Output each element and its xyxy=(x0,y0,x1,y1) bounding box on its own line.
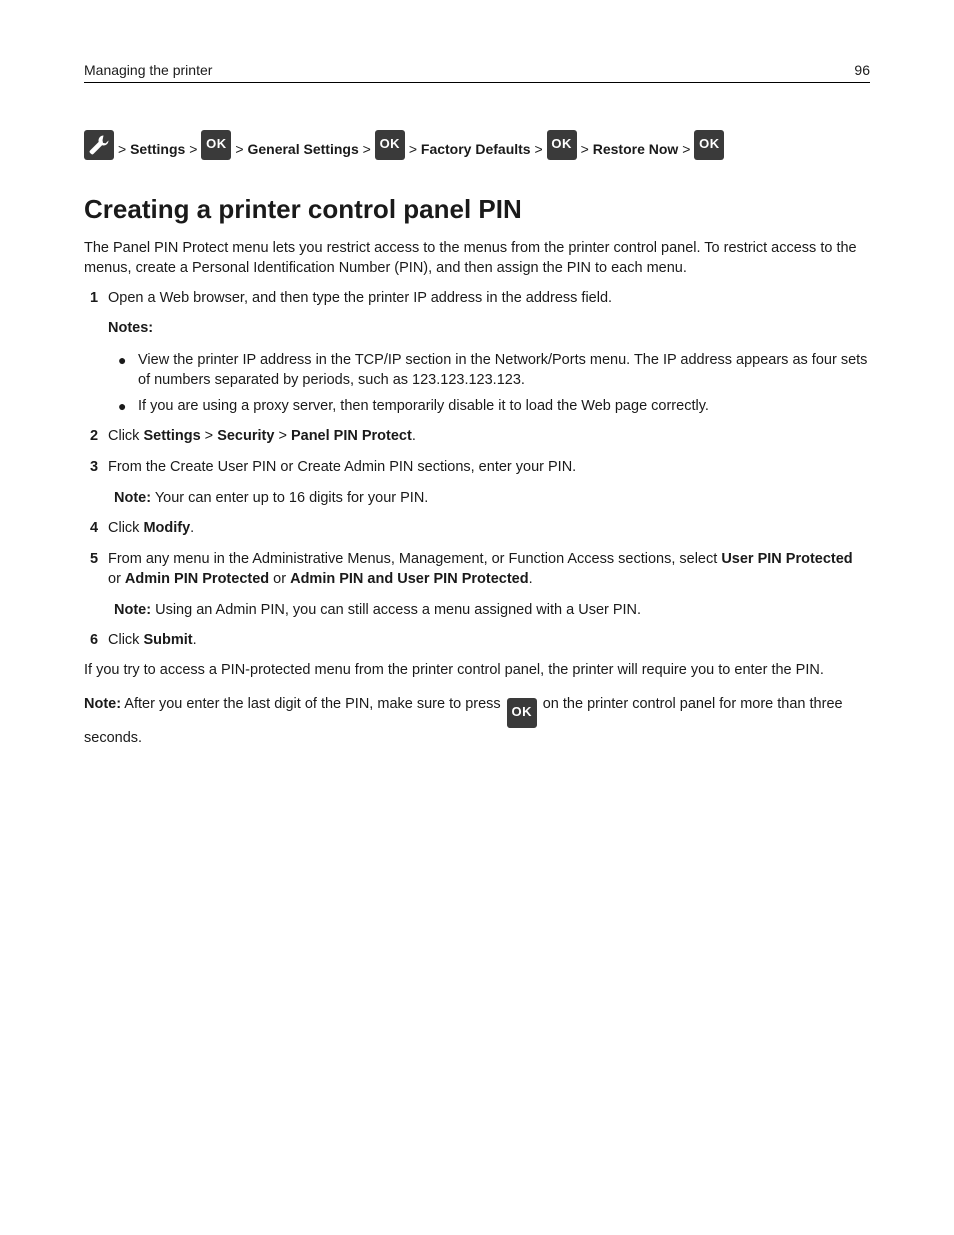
header-title: Managing the printer xyxy=(84,62,213,78)
wrench-icon xyxy=(84,130,114,160)
bullet-icon: ● xyxy=(118,398,127,414)
step-text: Click Submit. xyxy=(108,632,197,648)
step-number: 1 xyxy=(90,290,99,306)
step-3-note: Note: Your can enter up to 16 digits for your PIN. xyxy=(114,490,429,506)
path-item-settings: Settings xyxy=(130,141,186,157)
path-separator: > Factory Defaults > xyxy=(408,141,543,157)
path-separator: > Settings > xyxy=(118,141,198,157)
section-heading: Creating a printer control panel PIN xyxy=(84,194,522,224)
bullet-icon: ● xyxy=(118,352,127,368)
notes-label: Notes: xyxy=(108,320,154,336)
page-number: 96 xyxy=(854,62,870,78)
ok-button-icon: OK xyxy=(201,130,231,160)
final-note: Note: After you enter the last digit of the PIN, make sure to press OK on the printer control panel for more than three seconds. xyxy=(84,696,843,746)
ok-button-icon: OK xyxy=(547,130,577,160)
path-item-restore-now: Restore Now xyxy=(592,141,679,157)
step-text: From any menu in the Administrative Menus, Management, or Function Access sections, select User PIN Protected or Admin PIN Protected or Admin PIN and User PIN Protected. xyxy=(108,551,853,587)
step-number: 6 xyxy=(90,632,99,648)
step-5-note: Note: Using an Admin PIN, you can still access a menu assigned with a User PIN. xyxy=(114,602,642,618)
step-number: 4 xyxy=(90,520,99,536)
step-number: 5 xyxy=(90,551,99,567)
path-item-factory-defaults: Factory Defaults xyxy=(420,141,531,157)
path-separator: > General Settings > xyxy=(235,141,371,157)
step-text: From the Create User PIN or Create Admin PIN sections, enter your PIN. xyxy=(108,459,577,475)
closing-paragraph: If you try to access a PIN-protected menu from the printer control panel, the printer will require you to enter the PIN. xyxy=(84,662,824,678)
step-number: 3 xyxy=(90,459,99,475)
step-text: Click Settings > Security > Panel PIN Protect. xyxy=(108,428,416,444)
intro-paragraph: The Panel PIN Protect menu lets you restrict access to the menus from the printer control panel. To restrict access to the menus, create a Personal Identification Number (PIN), and then assign the PIN to each menu. xyxy=(84,240,857,276)
ok-button-icon: OK xyxy=(694,130,724,160)
ok-button-icon: OK xyxy=(507,698,537,728)
bullet-text: View the printer IP address in the TCP/IP section in the Network/Ports menu. The IP address appears as four sets of numbers separated by periods, such as 123.123.123.123. xyxy=(138,352,868,388)
ok-button-icon: OK xyxy=(375,130,405,160)
path-item-general-settings: General Settings xyxy=(247,141,359,157)
step-number: 2 xyxy=(90,428,99,444)
path-separator: > Restore Now > xyxy=(580,141,691,157)
bullet-text: If you are using a proxy server, then temporarily disable it to load the Web page correctly. xyxy=(138,398,709,414)
page-header xyxy=(84,60,870,83)
step-text: Open a Web browser, and then type the printer IP address in the address field. xyxy=(108,290,613,306)
step-text: Click Modify. xyxy=(108,520,195,536)
menu-path xyxy=(84,128,724,160)
